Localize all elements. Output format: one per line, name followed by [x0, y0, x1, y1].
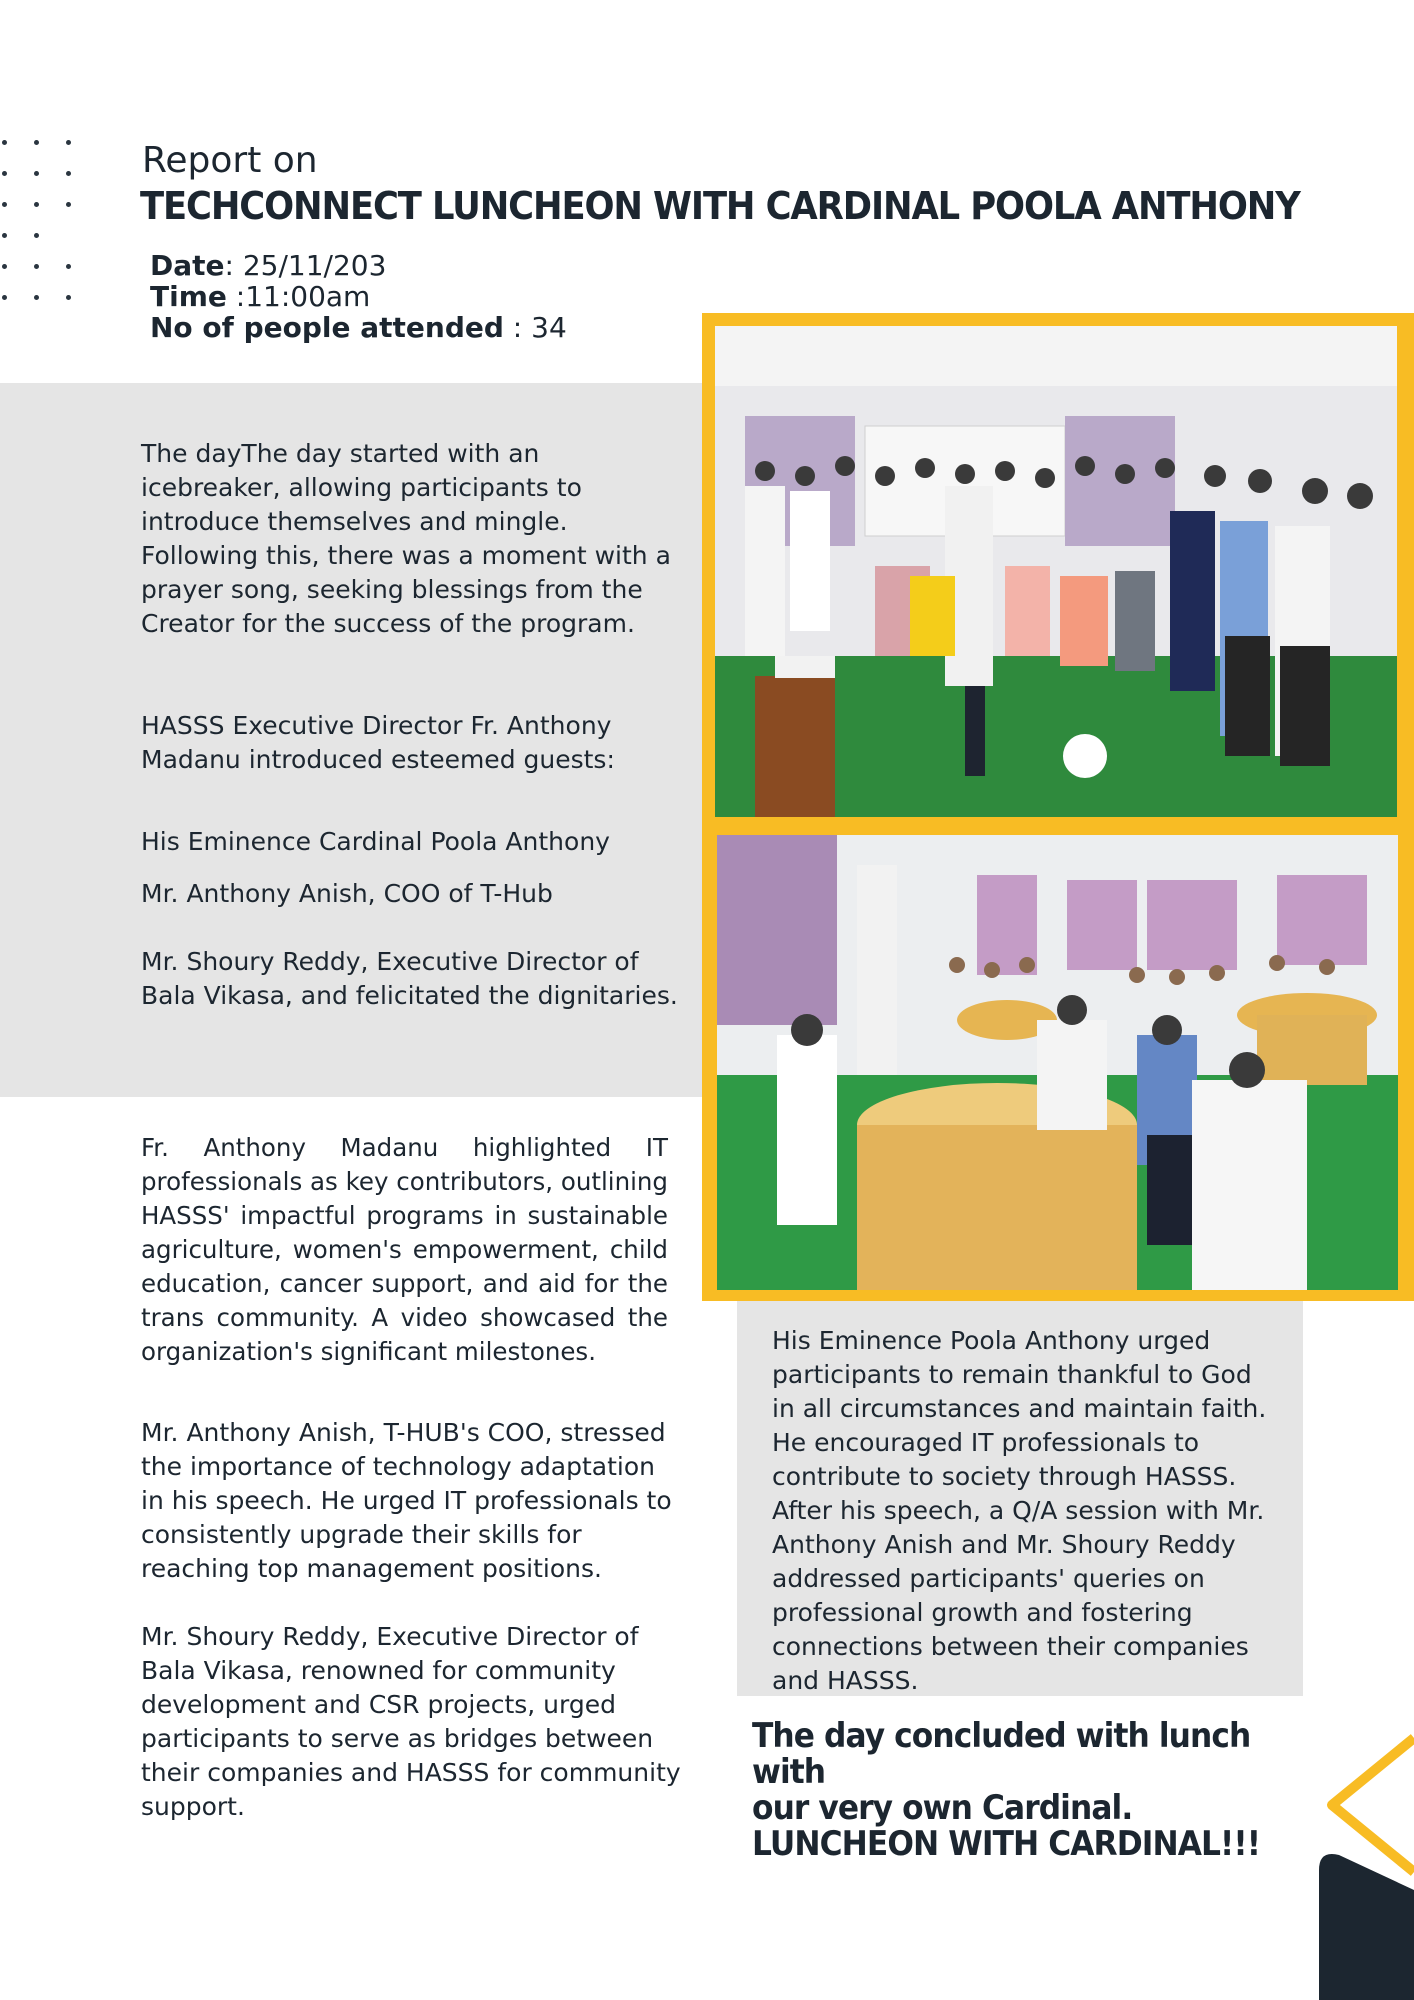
- attendance-row: [150, 312, 567, 343]
- grid-dot: [2, 171, 7, 176]
- grid-dot: [2, 202, 7, 207]
- closing-line-3: LUNCHEON WITH CARDINAL!!!: [752, 1824, 1261, 1864]
- grid-dot: [2, 233, 7, 238]
- date-label: Date: [150, 249, 225, 282]
- grid-dot: [34, 233, 39, 238]
- grid-dot: [2, 140, 7, 145]
- grid-dot: [34, 295, 39, 300]
- dark-corner-decoration: [1294, 1850, 1414, 2000]
- report-pretitle: Report on: [142, 140, 318, 181]
- cardinal-paragraph: His Eminence Poola Anthony urged participants to remain thankful to God in all circumstances and maintain faith. He encouraged IT professionals to contribute to society through HASSS. After his speech, a Q/A session with Mr. Anthony Anish and Mr. Shoury Reddy addressed participants' queries on professional growth and fostering connections between their companies and HASSS.: [772, 1326, 1267, 1695]
- closing-statement: [752, 1718, 1267, 1862]
- grid-dot: [66, 264, 71, 269]
- reddy-paragraph: Mr. Shoury Reddy, Executive Director of Bala Vikasa, renowned for community development and CSR projects, urged participants to serve as bridges between their companies and HASSS for community support.: [141, 1622, 681, 1821]
- grid-dot: [2, 264, 7, 269]
- grid-dot: [66, 295, 71, 300]
- date-row: [150, 250, 567, 281]
- closing-line-2: our very own Cardinal.: [752, 1788, 1133, 1828]
- guest-cardinal: His Eminence Cardinal Poola Anthony: [141, 827, 610, 856]
- grid-dot: [66, 140, 71, 145]
- grid-dot: [66, 171, 71, 176]
- madanu-paragraph: Fr. Anthony Madanu highlighted IT professionals as key contributors, outlining HASSS' impactful programs in sustainable agriculture, women's empowerment, child education, cancer support, and aid for the trans community. A video showcased the organization's significant milestones.: [141, 1133, 668, 1366]
- grid-dot: [34, 264, 39, 269]
- guest-reddy: Mr. Shoury Reddy, Executive Director of Bala Vikasa, and felicitated the dignitaries.: [141, 947, 678, 1010]
- report-title: TECHCONNECT LUNCHEON WITH CARDINAL POOLA ANTHONY: [140, 184, 1300, 228]
- time-label: Time: [150, 280, 227, 313]
- closing-line-1: The day concluded with lunch with: [752, 1716, 1251, 1792]
- guests-intro-paragraph: HASSS Executive Director Fr. Anthony Madanu introduced esteemed guests:: [141, 711, 615, 774]
- attendance-value: : 34: [503, 311, 567, 344]
- round-table-photo: [717, 835, 1398, 1290]
- grid-dot: [34, 202, 39, 207]
- intro-paragraph: The dayThe day started with an icebreaker, allowing participants to introduce themselves and mingle. Following this, there was a moment with a prayer song, seeking blessings from the Creator for the success of the program.: [141, 439, 671, 638]
- guest-anish: Mr. Anthony Anish, COO of T-Hub: [141, 879, 553, 908]
- dot-grid-decoration: [0, 140, 80, 310]
- date-value: : 25/11/203: [224, 249, 387, 282]
- event-meta: [150, 250, 567, 343]
- grid-dot: [34, 140, 39, 145]
- anish-paragraph: Mr. Anthony Anish, T-HUB's COO, stressed the importance of technology adaptation in his speech. He urged IT professionals to consistently upgrade their skills for reaching top management positions.: [141, 1418, 672, 1583]
- time-value: :11:00am: [226, 280, 371, 313]
- grid-dot: [2, 295, 7, 300]
- grid-dot: [34, 171, 39, 176]
- group-photo: [715, 326, 1397, 817]
- time-row: [150, 281, 567, 312]
- attendance-label: No of people attended: [150, 311, 504, 344]
- grid-dot: [66, 202, 71, 207]
